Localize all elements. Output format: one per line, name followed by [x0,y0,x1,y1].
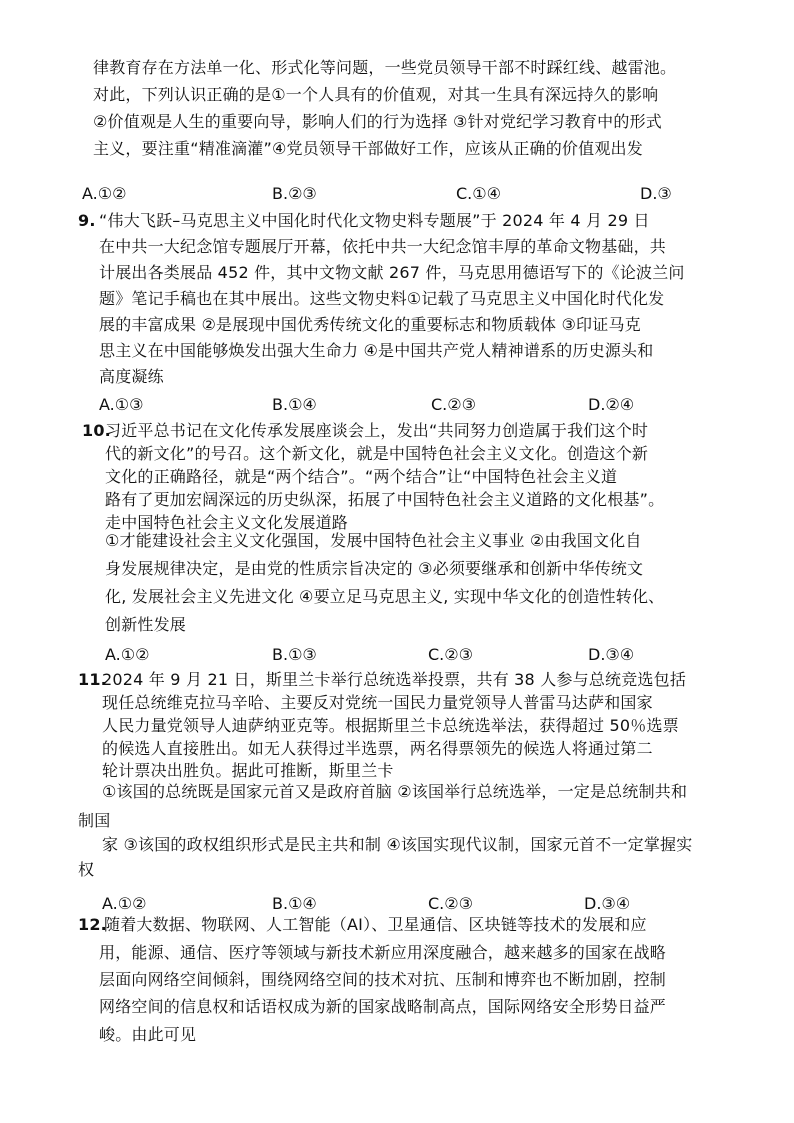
q9-text-line: 高度凝练 [99,367,164,386]
q9-text-line: “伟大飞跃–马克思主义中国化时代化文物史料专题展”于 2024 年 4 月 29 日 [99,211,650,230]
q11-option-b: B.①④ [272,894,317,913]
q9-text-line: 展的丰富成果 ②是展现中国优秀传统文化的重要标志和物质载体 ③印证马克 [99,315,641,334]
q12-text-line: 随着大数据、物联网、人工智能（AI）、卫星通信、区块链等技术的发展和应 [104,915,647,934]
q11-option-d: D.③④ [584,894,631,913]
q12-number: 12. [78,915,107,934]
q11-text-line: 轮计票决出胜负。据此可推断，斯里兰卡 [102,761,394,780]
q10-text-line: 文化的正确路径，就是“两个结合”。“两个结合”让“中国特色社会主义道 [105,467,618,486]
q9-option-b: B.①④ [272,395,317,414]
q11-option-c: C.②③ [428,894,473,913]
q10-choice-line: 创新性发展 [105,615,187,634]
q9-option-c: C.②③ [431,395,476,414]
q11-text-line: 人民力量党领导人迪萨纳亚克等。根据斯里兰卡总统选举法，获得超过 50％选票 [102,716,679,735]
q10-text-line: 习近平总书记在文化传承发展座谈会上，发出“共同努力创造属于我们这个时 [105,421,649,440]
q12-text-line: 层面向网络空间倾斜，围绕网络空间的技术对抗、压制和博弈也不断加剧，控制 [99,970,667,989]
q9-number: 9. [78,211,96,230]
q11-text-line: 的候选人直接胜出。如无人获得过半选票，两名得票领先的候选人将通过第二 [102,739,653,758]
q8-option-c: C.①④ [456,184,501,203]
q11-option-a: A.①② [102,894,147,913]
q11-number: 11. [78,670,107,689]
q11-choice-line: ①该国的总统既是国家元首又是政府首脑 ②该国举行总统选举，一定是总统制共和 [102,782,688,801]
q9-text-line: 题》笔记手稿也在其中展出。这些文物史料①记载了马克思主义中国化时代化发 [99,289,665,308]
q10-choice-line: 化, 发展社会主义先进文化 ④要立足马克思主义, 实现中华文化的创造性转化、 [105,587,665,606]
q9-text-line: 计展出各类展品 452 件，其中文物文献 267 件，马克思用德语写下的《论波兰问 [99,263,685,282]
q11-choice-line: 家 ③该国的政权组织形式是民主共和制 ④该国实现代议制，国家元首不一定掌握实 [102,835,693,854]
q10-option-d: D.③④ [588,645,635,664]
q10-option-b: B.①③ [272,645,317,664]
q11-choice-line: 权 [78,860,95,879]
q10-number: 10. [82,421,111,440]
q10-text-line: 代的新文化”的号召。这个新文化，就是中国特色社会主义文化。创造这个新 [105,444,649,463]
q8-text-line: 主义，要注重“精准滴灌”④党员领导干部做好工作，应该从正确的价值观出发 [93,139,643,158]
q12-text-line: 峻。由此可见 [99,1025,197,1044]
q10-choice-line: 身发展规律决定，是由党的性质宗旨决定的 ③必须要继承和创新中华传统文 [105,559,644,578]
q10-option-c: C.②③ [428,645,473,664]
q10-choice-line: ①才能建设社会主义文化强国，发展中国特色社会主义事业 ②由我国文化自 [105,531,642,550]
q8-option-d: D.③ [640,184,672,203]
q9-text-line: 思主义在中国能够焕发出强大生命力 ④是中国共产党人精神谱系的历史源头和 [99,341,654,360]
q10-text-line: 路有了更加宏阔深远的历史纵深，拓展了中国特色社会主义道路的文化根基”。 [105,490,665,509]
q11-text-line: 现任总统维克拉马辛哈、主要反对党统一国民力量党领导人普雷马达萨和国家 [102,693,653,712]
q10-text-line: 走中国特色社会主义文化发展道路 [105,513,349,532]
q8-text-line: 律教育存在方法单一化、形式化等问题，一些党员领导干部不时踩红线、越雷池。 [93,58,677,77]
q11-text-line: 2024 年 9 月 21 日，斯里兰卡举行总统选举投票，共有 38 人参与总统竞选包括 [102,670,687,689]
q9-option-a: A.①③ [99,395,144,414]
q9-text-line: 在中共一大纪念馆专题展厅开幕，依托中共一大纪念馆丰厚的革命文物基础，共 [99,237,667,256]
q8-text-line: ②价值观是人生的重要向导，影响人们的行为选择 ③针对党纪学习教育中的形式 [93,112,662,131]
q12-text-line: 用，能源、通信、医疗等领域与新技术新应用深度融合，越来越多的国家在战略 [99,943,667,962]
q12-text-line: 网络空间的信息权和话语权成为新的国家战略制高点，国际网络安全形势日益严 [99,997,667,1016]
q8-option-b: B.②③ [272,184,317,203]
q10-option-a: A.①② [105,645,150,664]
q11-choice-line: 制国 [78,811,111,830]
q8-text-line: 对此，下列认识正确的是①一个人具有的价值观，对其一生具有深远持久的影响 [93,85,659,104]
q8-option-a: A.①② [82,184,127,203]
q9-option-d: D.②④ [588,395,635,414]
